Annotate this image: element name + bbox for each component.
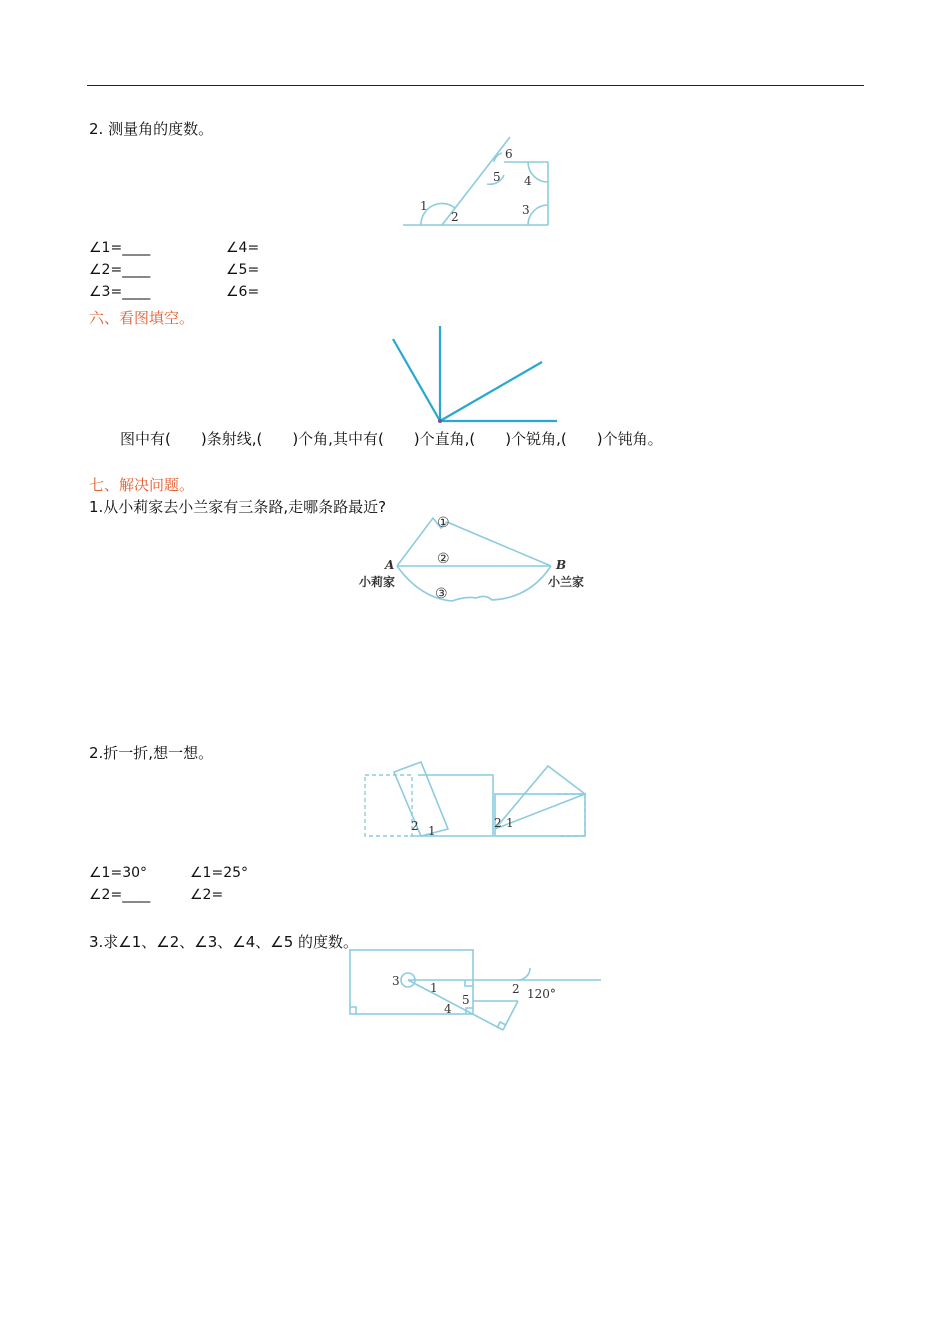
p3-label-4: 4 — [444, 1002, 452, 1016]
header-rule — [87, 85, 864, 86]
route-2-label: ② — [437, 551, 450, 567]
q2-label-5: 5 — [493, 170, 501, 184]
point-a-label: A — [385, 558, 395, 572]
fold2-label-1: 1 — [506, 816, 514, 830]
fold2-label-2: 2 — [494, 816, 502, 830]
q2-label-6: 6 — [505, 147, 513, 161]
q2-answer-angle4: ∠4= — [226, 240, 260, 256]
q2-label-2: 2 — [451, 210, 459, 224]
section6-heading: 六、看图填空。 — [89, 309, 195, 327]
point-b-label: B — [556, 558, 567, 572]
route-1-label: ① — [437, 515, 450, 531]
p1-question: 1.从小莉家去小兰家有三条路,走哪条路最近? — [89, 498, 387, 516]
p3-given-angle: 120° — [527, 987, 556, 1001]
q2-title: 2. 测量角的度数。 — [89, 120, 214, 138]
section6-sentence: 图中有( )条射线,( )个角,其中有( )个直角,( )个锐角,( )个钝角。 — [120, 430, 663, 448]
xiaoli-home-label: 小莉家 — [359, 575, 396, 589]
q2-answer-angle3: ∠3=____ — [89, 284, 151, 300]
q2-answer-angle1: ∠1=____ — [89, 240, 151, 256]
p2-answer-left: ∠2=____ — [89, 887, 151, 903]
fold1-label-1: 1 — [428, 824, 436, 838]
section7-heading: 七、解决问题。 — [89, 476, 195, 494]
p2-answer-right: ∠2= — [190, 887, 224, 903]
p2-title: 2.折一折,想一想。 — [89, 744, 214, 762]
q2-answer-angle2: ∠2=____ — [89, 262, 151, 278]
q2-label-4: 4 — [524, 174, 532, 188]
fold1-label-2: 2 — [411, 819, 419, 833]
q2-label-3: 3 — [522, 203, 530, 217]
p3-title: 3.求∠1、∠2、∠3、∠4、∠5 的度数。 — [89, 933, 359, 951]
route-3-label: ③ — [435, 586, 448, 602]
q2-answer-angle5: ∠5= — [226, 262, 260, 278]
p3-label-5: 5 — [462, 993, 470, 1007]
q2-label-1: 1 — [420, 199, 428, 213]
p2-given-right: ∠1=25° — [190, 865, 249, 881]
p3-label-1: 1 — [430, 981, 438, 995]
p3-label-3: 3 — [392, 974, 400, 988]
xiaolan-home-label: 小兰家 — [548, 575, 585, 589]
p3-label-2: 2 — [512, 982, 520, 996]
q2-answer-angle6: ∠6= — [226, 284, 260, 300]
p2-given-left: ∠1=30° — [89, 865, 148, 881]
